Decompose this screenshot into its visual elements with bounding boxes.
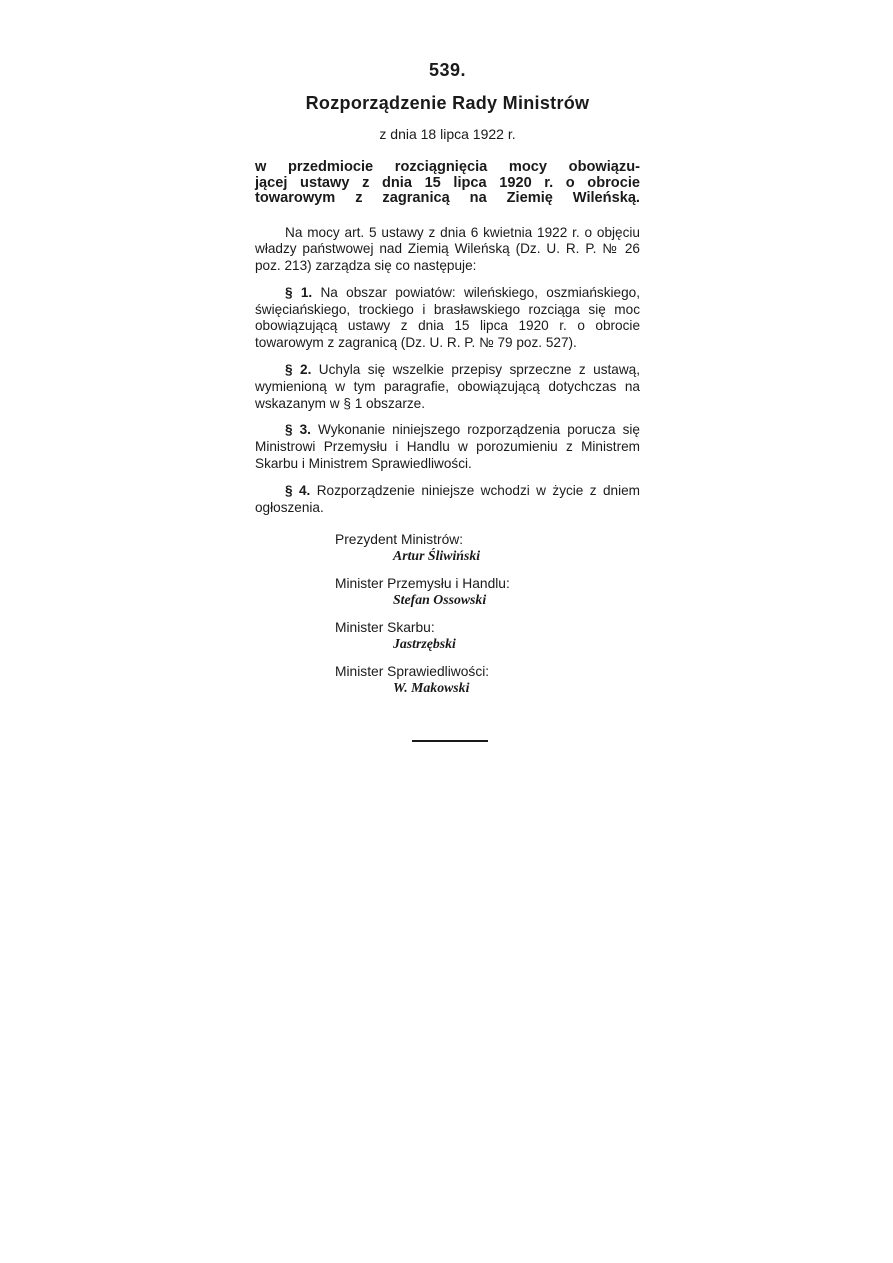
preamble-paragraph: Na mocy art. 5 ustawy z dnia 6 kwietnia 1922 r. o objęciu władzy państwowej nad Ziemią Wileńską (Dz. U. R. P. № 26 poz. 213) zarządza się co następuje: (255, 224, 640, 274)
signature-block (335, 576, 640, 608)
document-number: 539. (428, 60, 467, 80)
section-paragraph (255, 422, 640, 472)
subject-line: towarowym z zagranicą na Ziemię Wileńską. (255, 190, 640, 206)
section-label: § 2. (285, 362, 312, 378)
section-text: Uchyla się wszelkie przepisy sprzeczne z ustawą, wymienioną w tym paragrafie, obowiązującą dotychczas na wskazanym w § 1 obszarze. (255, 362, 640, 411)
signature-block (335, 664, 640, 696)
section-label: § 4. (285, 482, 311, 498)
signature-block (335, 620, 640, 652)
signatures (335, 532, 640, 696)
end-divider (412, 740, 488, 742)
document-page (255, 60, 640, 708)
section-paragraph (255, 362, 640, 412)
section-paragraph (255, 285, 640, 352)
subject-line: w przedmiocie rozciągnięcia mocy obowiązu- (255, 159, 640, 175)
signature-role: Minister Sprawiedliwości: (335, 664, 490, 680)
section-text: Wykonanie niniejszego rozporządzenia porucza się Ministrowi Przemysłu i Handlu w porozumieniu z Ministrem Skarbu i Ministrem Sprawiedliwości. (255, 422, 640, 472)
signature-name: Artur Śliwiński (393, 548, 481, 564)
signature-name: Jastrzębski (393, 636, 456, 652)
signature-block (335, 532, 640, 564)
document-title: Rozporządzenie Rady Ministrów (305, 93, 590, 113)
document-subject (255, 160, 640, 207)
signature-role: Prezydent Ministrów: (335, 532, 464, 548)
document-date: z dnia 18 lipca 1922 r. (379, 126, 516, 142)
signature-role: Minister Przemysłu i Handlu: (335, 576, 510, 592)
subject-line: jącej ustawy z dnia 15 lipca 1920 r. o obrocie (255, 174, 640, 191)
signature-name: W. Makowski (393, 680, 470, 696)
section-paragraph (255, 483, 640, 517)
signature-role: Minister Skarbu: (335, 620, 435, 636)
signature-name: Stefan Ossowski (393, 592, 487, 608)
section-label: § 1. (285, 284, 313, 300)
section-text: Na obszar powiatów: wileńskiego, oszmiańskiego, święciańskiego, trockiego i brasławskiego rozciąga się moc obowiązującą ustawy z dnia 15 lipca 1920 r. o obrocie towarowym z zagranicą (Dz. U. R. P. № 79 poz. 527). (255, 284, 640, 351)
section-text: Rozporządzenie niniejsze wchodzi w życie z dniem ogłoszenia. (255, 482, 640, 515)
section-label: § 3. (285, 422, 311, 438)
